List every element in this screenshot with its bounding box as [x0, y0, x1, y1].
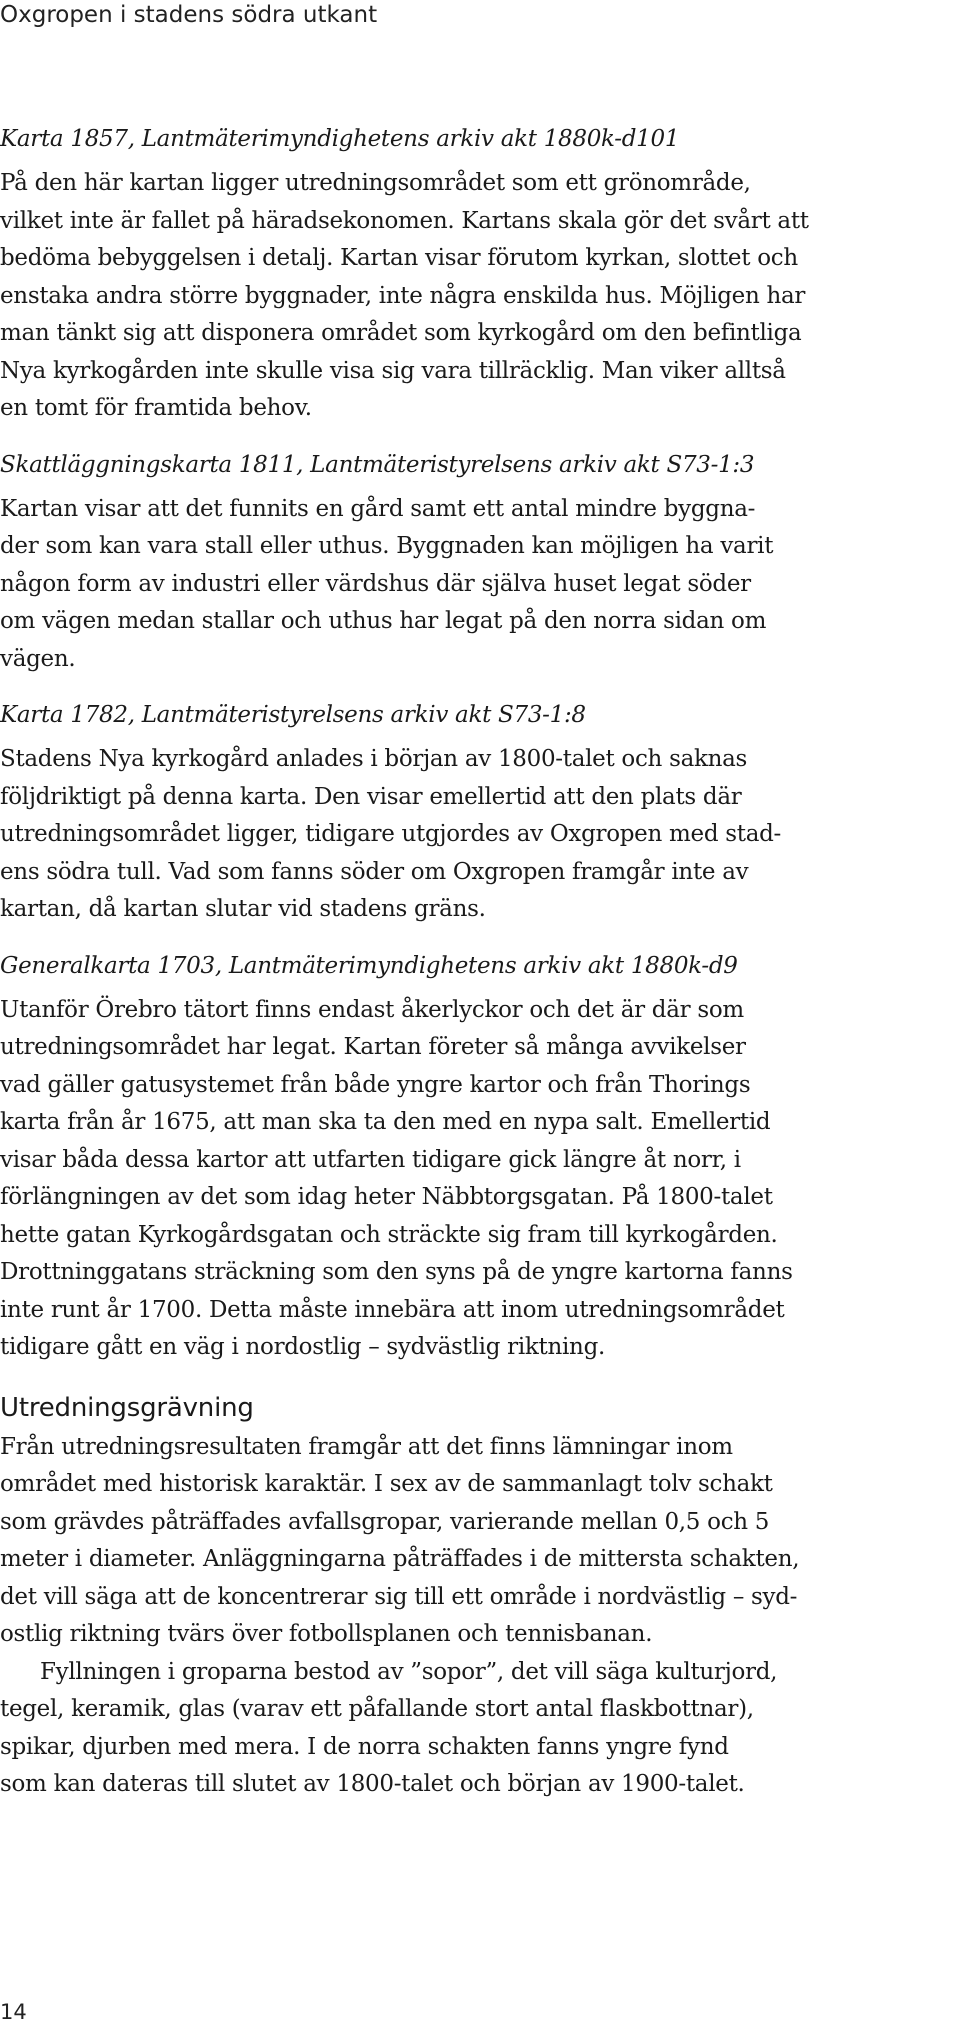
text-line: hette gatan Kyrkogårdsgatan och sträckte sig fram till kyrkogården. [0, 1221, 778, 1248]
text-line: man tänkt sig att disponera området som kyrkogård om den befintliga [0, 320, 802, 346]
text-line: vad gäller gatusystemet från både yngre kartor och från Thorings [0, 1071, 751, 1098]
text-line: der som kan vara stall eller uthus. Byggnaden kan möjligen ha varit [0, 533, 774, 559]
text-line: det vill säga att de koncentrerar sig till ett område i nordvästlig – syd- [0, 1583, 798, 1610]
map-caption-1857: Karta 1857, Lantmäterimyndighetens arkiv akt 1880k-d101 [0, 126, 680, 152]
map-caption-1703: Generalkarta 1703, Lantmäterimyndighetens arkiv akt 1880k-d9 [0, 952, 738, 979]
text-line: vägen. [0, 645, 76, 672]
text-line: någon form av industri eller värdshus där själva huset legat söder [0, 570, 751, 597]
text-line: Drottninggatans sträckning som den syns på de yngre kartorna fanns [0, 1259, 793, 1285]
page-content [0, 120, 945, 1804]
text-line: Stadens Nya kyrkogård anlades i början av 1800-talet och saknas [0, 746, 748, 772]
text-line: ens södra tull. Vad som fanns söder om Oxgropen framgår inte av [0, 858, 749, 885]
text-line: som grävdes påträffades avfallsgropar, varierande mellan 0,5 och 5 [0, 1508, 770, 1535]
text-line: utredningsområdet har legat. Kartan företer så många avvikelser [0, 1034, 746, 1060]
text-line: Fyllningen i groparna bestod av ”sopor”, det vill säga kulturjord, [40, 1658, 778, 1685]
map-caption-1811: Skattläggningskarta 1811, Lantmäteristyrelsens arkiv akt S73-1:3 [0, 451, 755, 478]
text-line: Kartan visar att det funnits en gård samt ett antal mindre byggna- [0, 495, 756, 522]
text-line: kartan, då kartan slutar vid stadens gräns. [0, 896, 486, 922]
text-line: karta från år 1675, att man ska ta den med en nypa salt. Emellertid [0, 1109, 771, 1135]
text-line: meter i diameter. Anläggningarna påträffades i de mittersta schakten, [0, 1546, 800, 1572]
text-line: visar båda dessa kartor att utfarten tidigare gick längre åt norr, i [0, 1146, 741, 1173]
text-line: som kan dateras till slutet av 1800-talet och början av 1900-talet. [0, 1771, 745, 1797]
text-line: vilket inte är fallet på häradsekonomen. Kartans skala gör det svårt att [0, 207, 809, 234]
text-line: följdriktigt på denna karta. Den visar emellertid att den plats där [0, 783, 742, 810]
paragraph-1703 [0, 992, 945, 1367]
running-head: Oxgropen i stadens södra utkant [0, 2, 378, 28]
text-line: tidigare gått en väg i nordostlig – sydvästlig riktning. [0, 1334, 605, 1360]
paragraph-1811 [0, 491, 945, 679]
text-line: Nya kyrkogården inte skulle visa sig vara tillräcklig. Man viker alltså [0, 357, 786, 384]
text-line: området med historisk karaktär. I sex av de sammanlagt tolv schakt [0, 1471, 773, 1497]
paragraph-1857 [0, 165, 945, 428]
text-line: enstaka andra större byggnader, inte några enskilda hus. Möjligen har [0, 282, 806, 309]
text-line: På den här kartan ligger utredningsområdet som ett grönområde, [0, 170, 751, 196]
text-line: ostlig riktning tvärs över fotbollsplanen och tennisbanan. [0, 1621, 653, 1647]
text-line: utredningsområdet ligger, tidigare utgjordes av Oxgropen med stad- [0, 821, 782, 847]
text-line: Från utredningsresultaten framgår att det finns lämningar inom [0, 1433, 733, 1460]
text-line: inte runt år 1700. Detta måste innebära att inom utredningsområdet [0, 1296, 785, 1323]
text-line: spikar, djurben med mera. I de norra schakten fanns yngre fynd [0, 1733, 729, 1760]
section-heading: Utredningsgrävning [0, 1392, 254, 1423]
text-line: en tomt för framtida behov. [0, 395, 312, 421]
text-line: Utanför Örebro tätort finns endast åkerlyckor och det är där som [0, 996, 744, 1023]
text-line: om vägen medan stallar och uthus har legat på den norra sidan om [0, 608, 767, 634]
page-number: 14 [0, 2000, 27, 2024]
paragraph-utredningsgravning [0, 1429, 945, 1804]
text-line: bedöma bebyggelsen i detalj. Kartan visar förutom kyrkan, slottet och [0, 245, 798, 271]
paragraph-1782 [0, 741, 945, 929]
text-line: förlängningen av det som idag heter Näbbtorgsgatan. På 1800-talet [0, 1184, 773, 1210]
text-line: tegel, keramik, glas (varav ett påfallande stort antal flaskbottnar), [0, 1696, 754, 1722]
map-caption-1782: Karta 1782, Lantmäteristyrelsens arkiv akt S73-1:8 [0, 702, 586, 728]
